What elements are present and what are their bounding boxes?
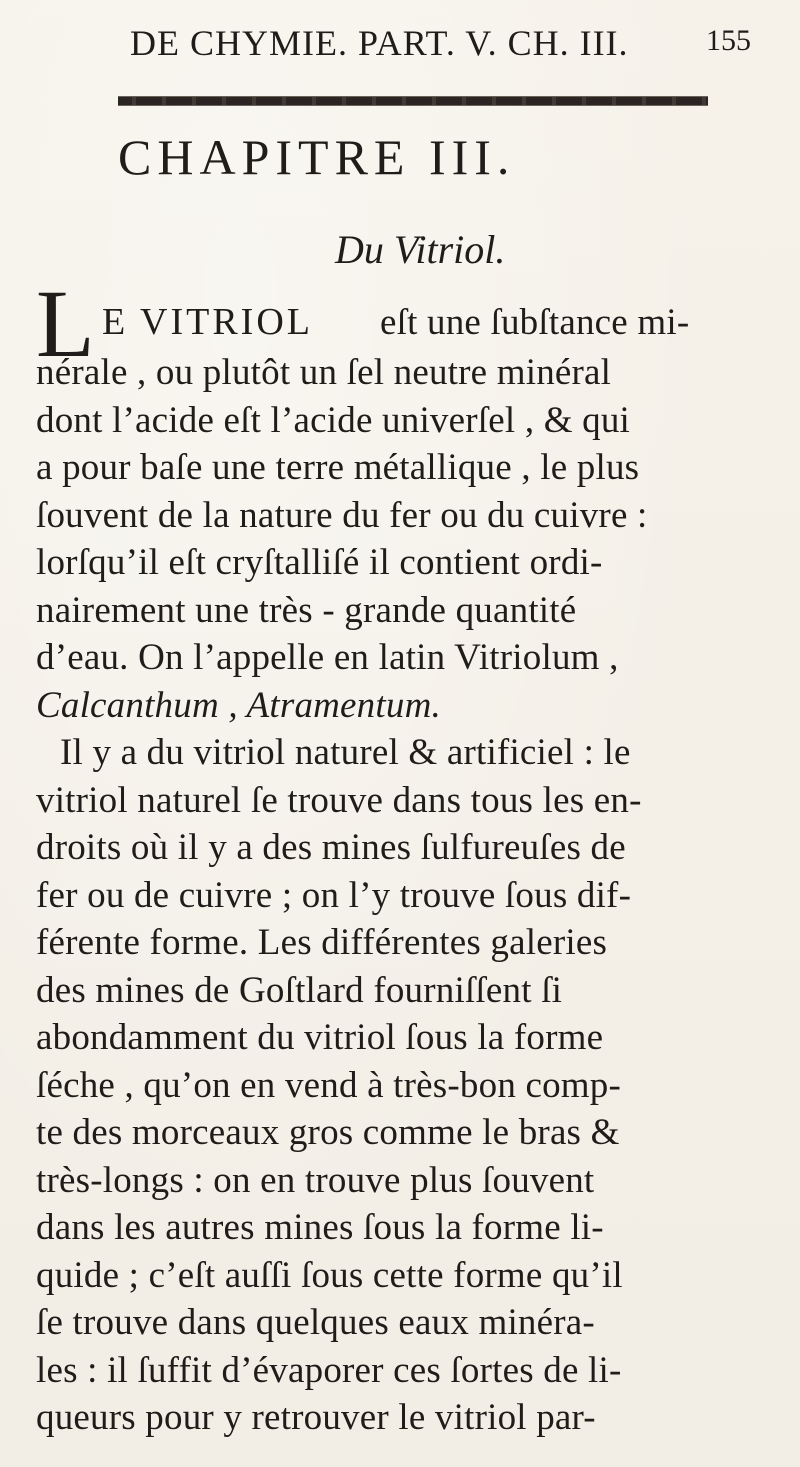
text-line: nairement une très - grande quantité	[36, 589, 577, 631]
running-head	[0, 22, 800, 72]
text-line: des mines de Goſtlard fourniſſent ſi	[36, 969, 563, 1011]
text-line: Calcanthum , Atramentum.	[36, 684, 441, 726]
text-line: quide ; c’eſt auſſi ſous cette forme qu’il	[36, 1254, 623, 1296]
text-line: te des morceaux gros comme le bras &	[36, 1112, 620, 1153]
text-line: ſouvent de la nature du fer ou du cuivre :	[36, 494, 648, 536]
text-line: queurs pour y retrouver le vitriol par-	[36, 1397, 596, 1438]
chapter-heading: CHAPITRE III.	[118, 129, 516, 185]
chapter-subtitle: Du Vitriol.	[335, 227, 506, 272]
text-line: dont l’acide eſt l’acide univerſel , & qui	[36, 399, 631, 441]
text-line: a pour baſe une terre métallique , le plus	[36, 447, 640, 488]
text-line: férente forme. Les différentes galeries	[36, 922, 608, 963]
text-line: droits où il y a des mines ſulfureuſes de	[36, 827, 626, 868]
drop-cap: L	[36, 270, 95, 377]
text-line: Il y a du vitriol naturel & artificiel : le	[60, 732, 631, 773]
text-line: très-longs : on en trouve plus ſouvent	[36, 1159, 595, 1201]
text-line: lorſqu’il eſt cryſtalliſé il contient ordi-	[36, 542, 603, 583]
text-line: vitriol naturel ſe trouve dans tous les en-	[36, 779, 642, 821]
text-line: dans les autres mines ſous la forme li-	[36, 1207, 604, 1248]
page-number: 155	[706, 24, 751, 57]
text-line: nérale , ou plutôt un ſel neutre minéral	[36, 352, 612, 393]
text-line: ſéche , qu’on en vend à très-bon comp-	[36, 1064, 622, 1106]
ornamental-rule	[118, 96, 708, 106]
first-word-rest: E VITRIOL	[102, 301, 313, 343]
running-title: DE CHYMIE. PART. V. CH. III.	[130, 23, 629, 63]
text-line: ſe trouve dans quelques eaux minéra-	[36, 1302, 595, 1343]
text-line: abondamment du vitriol ſous la forme	[36, 1017, 604, 1058]
text-line: d’eau. On l’appelle en latin Vitriolum ,	[36, 637, 619, 678]
text-line: eſt une ſubſtance mi-	[380, 302, 690, 343]
text-line: fer ou de cuivre ; on l’y trouve ſous dif-	[36, 874, 632, 916]
text-line: les : il ſuffit d’évaporer ces ſortes de li-	[36, 1349, 622, 1391]
